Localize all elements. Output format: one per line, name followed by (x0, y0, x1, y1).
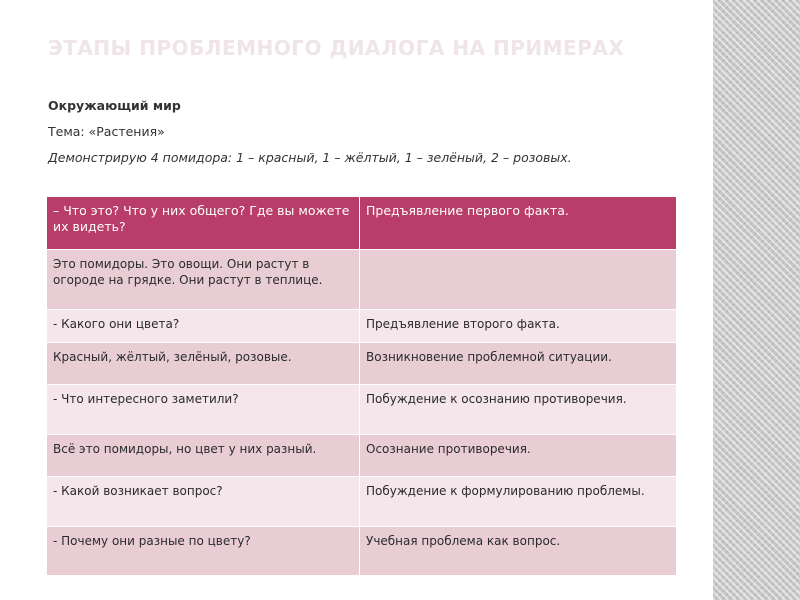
table-row (47, 477, 677, 527)
row-cell-right: Учебная проблема как вопрос. (360, 527, 677, 576)
table-header-row (47, 197, 677, 250)
table-row (47, 385, 677, 435)
row-cell-right: Осознание противоречия. (360, 435, 677, 477)
row-cell-right: Возникновение проблемной ситуации. (360, 343, 677, 385)
row-cell-right (360, 250, 677, 310)
row-cell-left: - Почему они разные по цвету? (47, 527, 360, 576)
slide-title: ЭТАПЫ ПРОБЛЕМНОГО ДИАЛОГА НА ПРИМЕРАХ (48, 36, 625, 60)
intro-block (48, 98, 698, 176)
row-cell-right: Побуждение к формулированию проблемы. (360, 477, 677, 527)
decorative-side-panel (713, 0, 800, 600)
demo-text: Демонстрирую 4 помидора: 1 – красный, 1 – жёлтый, 1 – зелёный, 2 – розовых. (48, 150, 572, 165)
row-cell-left: - Какой возникает вопрос? (47, 477, 360, 527)
table-row (47, 310, 677, 343)
header-cell-stage: Предъявление первого факта. (360, 197, 677, 250)
row-cell-left: Всё это помидоры, но цвет у них разный. (47, 435, 360, 477)
table-row (47, 527, 677, 576)
row-cell-left: - Что интересного заметили? (47, 385, 360, 435)
table-row (47, 435, 677, 477)
row-cell-left: - Какого они цвета? (47, 310, 360, 343)
table-row (47, 343, 677, 385)
topic-label: Тема: «Растения» (48, 124, 165, 139)
subject-label: Окружающий мир (48, 98, 181, 113)
row-cell-right: Предъявление второго факта. (360, 310, 677, 343)
row-cell-left: Это помидоры. Это овощи. Они растут в огороде на грядке. Они растут в теплице. (47, 250, 360, 310)
dialog-table (46, 196, 677, 576)
row-cell-left: Красный, жёлтый, зелёный, розовые. (47, 343, 360, 385)
header-cell-question: – Что это? Что у них общего? Где вы можете их видеть? (47, 197, 360, 250)
table-row (47, 250, 677, 310)
row-cell-right: Побуждение к осознанию противоречия. (360, 385, 677, 435)
